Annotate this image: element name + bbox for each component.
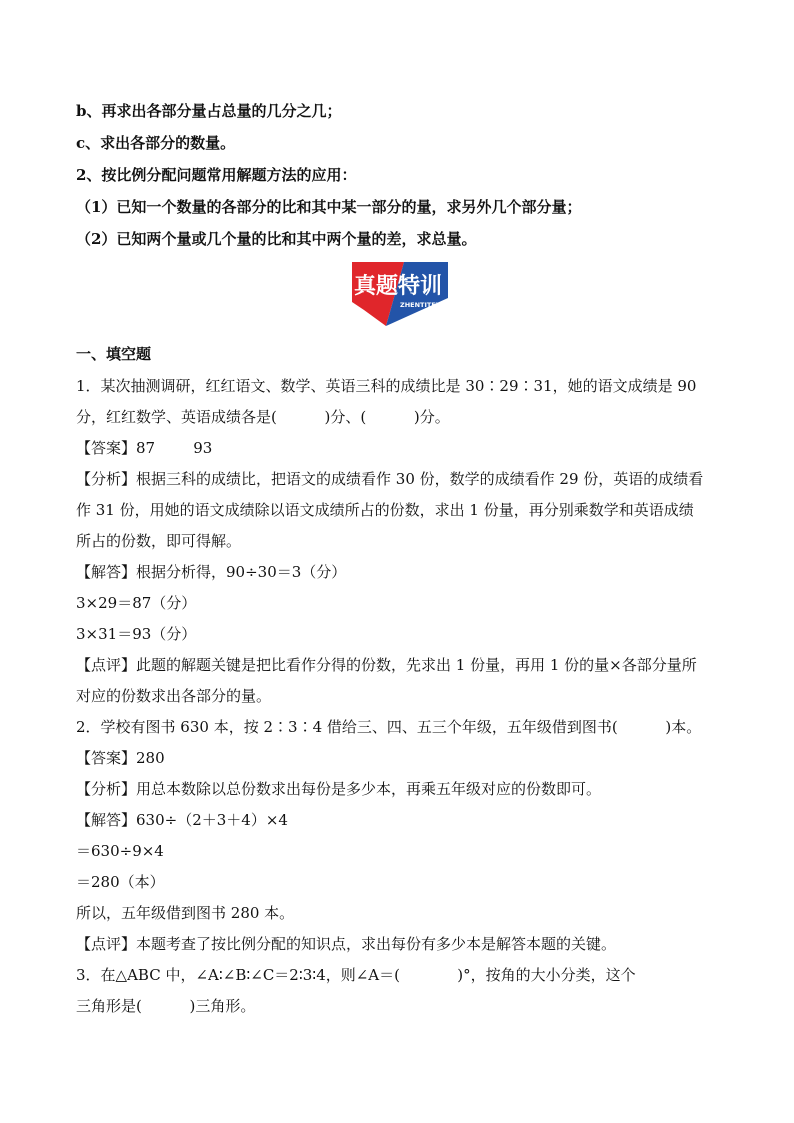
q1-solution-line-1: 【解答】根据分析得，90÷30＝3（分）: [76, 563, 347, 581]
intro-line-2: 2、按比例分配问题常用解题方法的应用：: [76, 166, 357, 184]
q1-analysis-line-3: 所占的份数，即可得解。: [76, 532, 242, 550]
zhentitexun-logo: [344, 258, 456, 334]
section-heading: 一、填空题: [76, 345, 152, 363]
intro-line-b: b、再求出各部分量占总量的几分之几；: [76, 102, 342, 120]
q2-solution-line-4: 所以，五年级借到图书 280 本。: [76, 904, 295, 922]
logo-sub-text: ZHENTITEXUN: [400, 301, 452, 309]
q1-analysis-line-1: 【分析】根据三科的成绩比，把语文的成绩看作 30 份，数学的成绩看作 29 份，英语的成绩看: [76, 470, 704, 488]
q2-comment-line-1: 【点评】本题考查了按比例分配的知识点，求出每份有多少本是解答本题的关键。: [76, 935, 617, 953]
q2-solution-line-3: ＝280（本）: [76, 873, 165, 891]
q2-text-line-1: 2．学校有图书 630 本，按 2∶3∶4 借给三、四、五三个年级，五年级借到图书( )本。: [76, 718, 702, 736]
q1-text-line-1: 1．某次抽测调研，红红语文、数学、英语三科的成绩比是 30∶29∶31，她的语文成绩是 90: [76, 377, 697, 395]
intro-line-2-2: （2）已知两个量或几个量的比和其中两个量的差，求总量。: [76, 230, 477, 248]
q2-answer: 【答案】280: [76, 749, 165, 767]
q1-comment-line-1: 【点评】此题的解题关键是把比看作分得的份数，先求出 1 份量，再用 1 份的量×各部分量所: [76, 656, 697, 674]
q3-text-line-2: 三角形是( )三角形。: [76, 997, 256, 1015]
q3-text-line-1: 3．在△ABC 中，∠A∶∠B∶∠C＝2∶3∶4，则∠A＝( )°，按角的大小分类，这个: [76, 966, 636, 984]
q1-answer: 【答案】87 93: [76, 439, 213, 457]
q2-analysis-line-1: 【分析】用总本数除以总份数求出每份是多少本，再乘五年级对应的份数即可。: [76, 780, 602, 798]
q1-text-line-2: 分，红红数学、英语成绩各是( )分、( )分。: [76, 408, 450, 426]
q1-solution-line-2: 3×29＝87（分）: [76, 594, 197, 612]
q1-analysis-line-2: 作 31 份，用她的语文成绩除以语文成绩所占的份数，求出 1 份量，再分别乘数学和英语成绩: [76, 501, 694, 519]
logo-main-text: 真题特训: [354, 274, 443, 299]
q2-solution-line-1: 【解答】630÷（2＋3＋4）×4: [76, 811, 288, 829]
intro-line-2-1: （1）已知一个数量的各部分的比和其中某一部分的量，求另外几个部分量；: [76, 198, 582, 216]
q1-solution-line-3: 3×31＝93（分）: [76, 625, 197, 643]
intro-line-c: c、求出各部分的数量。: [76, 134, 236, 152]
q2-solution-line-2: ＝630÷9×4: [76, 842, 164, 860]
q1-comment-line-2: 对应的份数求出各部分的量。: [76, 687, 272, 705]
